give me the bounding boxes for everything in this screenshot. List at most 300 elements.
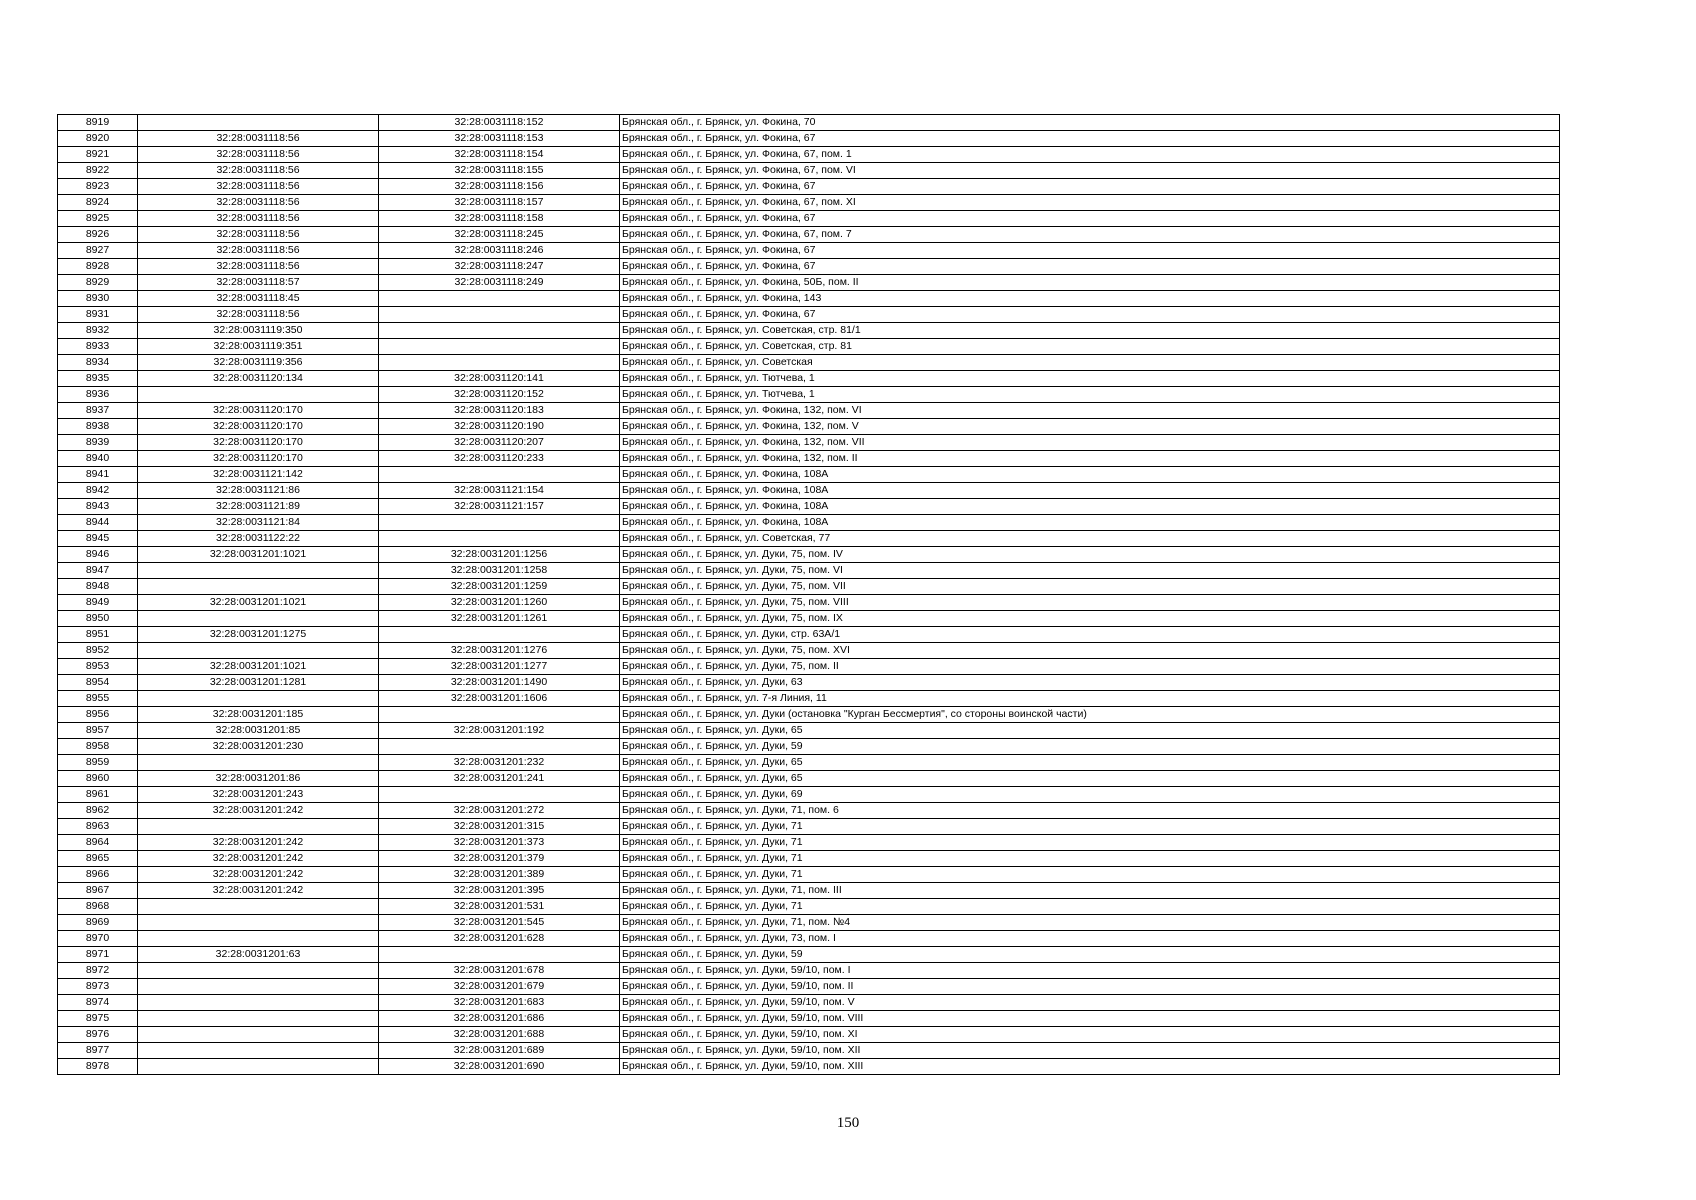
- cadastral-parent-cell: 32:28:0031120:134: [138, 371, 379, 387]
- cadastral-number-cell: 32:28:0031118:155: [379, 163, 620, 179]
- address-cell: Брянская обл., г. Брянск, ул. Фокина, 67: [620, 131, 1560, 147]
- row-number-cell: 8960: [58, 771, 138, 787]
- cadastral-parent-cell: 32:28:0031120:170: [138, 451, 379, 467]
- address-cell: Брянская обл., г. Брянск, ул. Дуки, 59/10, пом. XI: [620, 1027, 1560, 1043]
- cadastral-number-cell: [379, 627, 620, 643]
- address-cell: Брянская обл., г. Брянск, ул. Фокина, 67, пом. 7: [620, 227, 1560, 243]
- cadastral-number-cell: [379, 739, 620, 755]
- address-cell: Брянская обл., г. Брянск, ул. Дуки, 59/10, пом. I: [620, 963, 1560, 979]
- row-number-cell: 8940: [58, 451, 138, 467]
- cadastral-parent-cell: 32:28:0031118:56: [138, 307, 379, 323]
- row-number-cell: 8945: [58, 531, 138, 547]
- address-cell: Брянская обл., г. Брянск, ул. Дуки, 63: [620, 675, 1560, 691]
- row-number-cell: 8939: [58, 435, 138, 451]
- table-row: [58, 531, 1560, 547]
- cadastral-number-cell: [379, 531, 620, 547]
- cadastral-number-cell: [379, 323, 620, 339]
- address-cell: Брянская обл., г. Брянск, ул. Фокина, 108А: [620, 515, 1560, 531]
- cadastral-parent-cell: 32:28:0031201:242: [138, 835, 379, 851]
- address-cell: Брянская обл., г. Брянск, ул. Дуки, 59/10, пом. V: [620, 995, 1560, 1011]
- table-row: [58, 883, 1560, 899]
- address-cell: Брянская обл., г. Брянск, ул. Дуки, 71: [620, 851, 1560, 867]
- cadastral-number-cell: 32:28:0031118:152: [379, 115, 620, 131]
- address-cell: Брянская обл., г. Брянск, ул. Советская, стр. 81: [620, 339, 1560, 355]
- cadastral-number-cell: 32:28:0031120:183: [379, 403, 620, 419]
- address-cell: Брянская обл., г. Брянск, ул. Фокина, 67, пом. XI: [620, 195, 1560, 211]
- row-number-cell: 8950: [58, 611, 138, 627]
- row-number-cell: 8963: [58, 819, 138, 835]
- row-number-cell: 8948: [58, 579, 138, 595]
- cadastral-number-cell: 32:28:0031201:689: [379, 1043, 620, 1059]
- cadastral-number-cell: [379, 787, 620, 803]
- cadastral-number-cell: 32:28:0031201:1490: [379, 675, 620, 691]
- table-row: [58, 211, 1560, 227]
- address-cell: Брянская обл., г. Брянск, ул. Дуки, 71: [620, 899, 1560, 915]
- address-cell: Брянская обл., г. Брянск, ул. Фокина, 143: [620, 291, 1560, 307]
- table-row: [58, 483, 1560, 499]
- address-cell: Брянская обл., г. Брянск, ул. Дуки, 59/10, пом. II: [620, 979, 1560, 995]
- cadastral-number-cell: 32:28:0031201:1261: [379, 611, 620, 627]
- address-cell: Брянская обл., г. Брянск, ул. Фокина, 108А: [620, 467, 1560, 483]
- cadastral-number-cell: [379, 707, 620, 723]
- address-cell: Брянская обл., г. Брянск, ул. Дуки, 71: [620, 819, 1560, 835]
- row-number-cell: 8949: [58, 595, 138, 611]
- cadastral-parent-cell: 32:28:0031118:56: [138, 243, 379, 259]
- cadastral-parent-cell: 32:28:0031118:56: [138, 131, 379, 147]
- table-row: [58, 307, 1560, 323]
- cadastral-parent-cell: 32:28:0031201:242: [138, 803, 379, 819]
- table-row: [58, 611, 1560, 627]
- address-cell: Брянская обл., г. Брянск, ул. Фокина, 132, пом. V: [620, 419, 1560, 435]
- cadastral-parent-cell: 32:28:0031121:89: [138, 499, 379, 515]
- cadastral-number-cell: 32:28:0031201:679: [379, 979, 620, 995]
- table-row: [58, 387, 1560, 403]
- cadastral-parent-cell: [138, 691, 379, 707]
- cadastral-number-cell: 32:28:0031118:156: [379, 179, 620, 195]
- cadastral-number-cell: 32:28:0031118:157: [379, 195, 620, 211]
- table-row: [58, 627, 1560, 643]
- cadastral-number-cell: 32:28:0031118:154: [379, 147, 620, 163]
- cadastral-parent-cell: 32:28:0031118:56: [138, 163, 379, 179]
- cadastral-parent-cell: [138, 963, 379, 979]
- row-number-cell: 8959: [58, 755, 138, 771]
- address-cell: Брянская обл., г. Брянск, ул. Дуки, стр. 63А/1: [620, 627, 1560, 643]
- row-number-cell: 8951: [58, 627, 138, 643]
- row-number-cell: 8961: [58, 787, 138, 803]
- row-number-cell: 8925: [58, 211, 138, 227]
- table-row: [58, 371, 1560, 387]
- address-cell: Брянская обл., г. Брянск, ул. Дуки, 75, пом. XVI: [620, 643, 1560, 659]
- cadastral-parent-cell: 32:28:0031119:350: [138, 323, 379, 339]
- row-number-cell: 8962: [58, 803, 138, 819]
- table-row: [58, 851, 1560, 867]
- row-number-cell: 8958: [58, 739, 138, 755]
- address-cell: Брянская обл., г. Брянск, ул. Дуки, 75, пом. IV: [620, 547, 1560, 563]
- cadastral-number-cell: 32:28:0031201:1606: [379, 691, 620, 707]
- row-number-cell: 8964: [58, 835, 138, 851]
- cadastral-number-cell: 32:28:0031118:153: [379, 131, 620, 147]
- cadastral-parent-cell: 32:28:0031118:56: [138, 195, 379, 211]
- table-row: [58, 931, 1560, 947]
- address-cell: Брянская обл., г. Брянск, ул. Дуки, 75, пом. VII: [620, 579, 1560, 595]
- cadastral-number-cell: 32:28:0031201:690: [379, 1059, 620, 1075]
- cadastral-number-cell: 32:28:0031118:246: [379, 243, 620, 259]
- row-number-cell: 8969: [58, 915, 138, 931]
- table-row: [58, 163, 1560, 179]
- row-number-cell: 8926: [58, 227, 138, 243]
- cadastral-number-cell: 32:28:0031201:389: [379, 867, 620, 883]
- cadastral-number-cell: 32:28:0031120:207: [379, 435, 620, 451]
- cadastral-number-cell: 32:28:0031201:1258: [379, 563, 620, 579]
- address-cell: Брянская обл., г. Брянск, ул. Дуки, 75, пом. VIII: [620, 595, 1560, 611]
- cadastral-parent-cell: [138, 915, 379, 931]
- table-row: [58, 451, 1560, 467]
- address-cell: Брянская обл., г. Брянск, ул. Тютчева, 1: [620, 371, 1560, 387]
- table-row: [58, 403, 1560, 419]
- row-number-cell: 8919: [58, 115, 138, 131]
- cadastral-parent-cell: 32:28:0031201:242: [138, 851, 379, 867]
- row-number-cell: 8952: [58, 643, 138, 659]
- cadastral-number-cell: 32:28:0031201:315: [379, 819, 620, 835]
- row-number-cell: 8972: [58, 963, 138, 979]
- row-number-cell: 8938: [58, 419, 138, 435]
- cadastral-number-cell: 32:28:0031201:1256: [379, 547, 620, 563]
- cadastral-parent-cell: 32:28:0031120:170: [138, 419, 379, 435]
- cadastral-parent-cell: 32:28:0031119:351: [138, 339, 379, 355]
- table-row: [58, 803, 1560, 819]
- table-row: [58, 691, 1560, 707]
- address-cell: Брянская обл., г. Брянск, ул. Дуки, 73, пом. I: [620, 931, 1560, 947]
- cadastral-parent-cell: [138, 579, 379, 595]
- table-row: [58, 195, 1560, 211]
- table-row: [58, 595, 1560, 611]
- row-number-cell: 8933: [58, 339, 138, 355]
- table-row: [58, 419, 1560, 435]
- address-cell: Брянская обл., г. Брянск, ул. Дуки, 59: [620, 739, 1560, 755]
- address-cell: Брянская обл., г. Брянск, ул. Дуки, 59/10, пом. XII: [620, 1043, 1560, 1059]
- cadastral-parent-cell: [138, 563, 379, 579]
- cadastral-number-cell: 32:28:0031201:192: [379, 723, 620, 739]
- table-row: [58, 963, 1560, 979]
- address-cell: Брянская обл., г. Брянск, ул. Дуки, 59: [620, 947, 1560, 963]
- row-number-cell: 8921: [58, 147, 138, 163]
- address-cell: Брянская обл., г. Брянск, ул. Советская: [620, 355, 1560, 371]
- cadastral-number-cell: 32:28:0031118:158: [379, 211, 620, 227]
- row-number-cell: 8924: [58, 195, 138, 211]
- cadastral-number-cell: 32:28:0031121:154: [379, 483, 620, 499]
- row-number-cell: 8927: [58, 243, 138, 259]
- row-number-cell: 8955: [58, 691, 138, 707]
- row-number-cell: 8968: [58, 899, 138, 915]
- table-row: [58, 739, 1560, 755]
- cadastral-parent-cell: 32:28:0031121:84: [138, 515, 379, 531]
- address-cell: Брянская обл., г. Брянск, ул. Фокина, 67: [620, 243, 1560, 259]
- cadastral-parent-cell: [138, 995, 379, 1011]
- address-cell: Брянская обл., г. Брянск, ул. Тютчева, 1: [620, 387, 1560, 403]
- row-number-cell: 8967: [58, 883, 138, 899]
- cadastral-number-cell: 32:28:0031120:233: [379, 451, 620, 467]
- address-cell: Брянская обл., г. Брянск, ул. Фокина, 67: [620, 307, 1560, 323]
- row-number-cell: 8977: [58, 1043, 138, 1059]
- address-cell: Брянская обл., г. Брянск, ул. Дуки, 71, пом. III: [620, 883, 1560, 899]
- cadastral-parent-cell: [138, 819, 379, 835]
- table-row: [58, 1011, 1560, 1027]
- cadastral-parent-cell: [138, 1043, 379, 1059]
- cadastral-parent-cell: 32:28:0031118:56: [138, 227, 379, 243]
- table-row: [58, 291, 1560, 307]
- row-number-cell: 8954: [58, 675, 138, 691]
- table-row: [58, 275, 1560, 291]
- table-row: [58, 899, 1560, 915]
- address-cell: Брянская обл., г. Брянск, ул. Фокина, 70: [620, 115, 1560, 131]
- cadastral-number-cell: [379, 947, 620, 963]
- address-cell: Брянская обл., г. Брянск, ул. Советская, 77: [620, 531, 1560, 547]
- table-row: [58, 323, 1560, 339]
- table-row: [58, 707, 1560, 723]
- cadastral-number-cell: 32:28:0031201:1276: [379, 643, 620, 659]
- cadastral-parent-cell: 32:28:0031201:242: [138, 867, 379, 883]
- cadastral-parent-cell: 32:28:0031118:57: [138, 275, 379, 291]
- row-number-cell: 8965: [58, 851, 138, 867]
- table-row: [58, 179, 1560, 195]
- row-number-cell: 8930: [58, 291, 138, 307]
- cadastral-number-cell: 32:28:0031201:678: [379, 963, 620, 979]
- address-cell: Брянская обл., г. Брянск, ул. Дуки, 71, пом. №4: [620, 915, 1560, 931]
- table-row: [58, 339, 1560, 355]
- table-row: [58, 515, 1560, 531]
- cadastral-parent-cell: [138, 899, 379, 915]
- address-cell: Брянская обл., г. Брянск, ул. Фокина, 67: [620, 211, 1560, 227]
- row-number-cell: 8944: [58, 515, 138, 531]
- table-row: [58, 147, 1560, 163]
- cadastral-number-cell: 32:28:0031118:247: [379, 259, 620, 275]
- table-row: [58, 787, 1560, 803]
- table-row: [58, 547, 1560, 563]
- cadastral-number-cell: 32:28:0031201:531: [379, 899, 620, 915]
- cadastral-parent-cell: 32:28:0031201:242: [138, 883, 379, 899]
- table-row: [58, 755, 1560, 771]
- table-row: [58, 675, 1560, 691]
- address-cell: Брянская обл., г. Брянск, ул. Дуки, 65: [620, 723, 1560, 739]
- table-row: [58, 1027, 1560, 1043]
- cadastral-number-cell: 32:28:0031201:1277: [379, 659, 620, 675]
- cadastral-parent-cell: [138, 387, 379, 403]
- table-row: [58, 1059, 1560, 1075]
- cadastral-number-cell: 32:28:0031201:683: [379, 995, 620, 1011]
- row-number-cell: 8971: [58, 947, 138, 963]
- table-row: [58, 131, 1560, 147]
- address-cell: Брянская обл., г. Брянск, ул. Фокина, 132, пом. VII: [620, 435, 1560, 451]
- address-cell: Брянская обл., г. Брянск, ул. Дуки, 59/10, пом. XIII: [620, 1059, 1560, 1075]
- address-cell: Брянская обл., г. Брянск, ул. Фокина, 67, пом. VI: [620, 163, 1560, 179]
- table-row: [58, 563, 1560, 579]
- cadastral-parent-cell: 32:28:0031201:1021: [138, 659, 379, 675]
- row-number-cell: 8970: [58, 931, 138, 947]
- row-number-cell: 8936: [58, 387, 138, 403]
- cadastral-parent-cell: 32:28:0031201:86: [138, 771, 379, 787]
- address-cell: Брянская обл., г. Брянск, ул. Дуки, 71: [620, 835, 1560, 851]
- cadastral-parent-cell: 32:28:0031201:185: [138, 707, 379, 723]
- cadastral-parent-cell: 32:28:0031120:170: [138, 435, 379, 451]
- cadastral-number-cell: [379, 515, 620, 531]
- row-number-cell: 8956: [58, 707, 138, 723]
- registry-table: [57, 114, 1560, 1075]
- cadastral-number-cell: 32:28:0031201:272: [379, 803, 620, 819]
- cadastral-number-cell: 32:28:0031121:157: [379, 499, 620, 515]
- cadastral-parent-cell: 32:28:0031120:170: [138, 403, 379, 419]
- table-row: [58, 643, 1560, 659]
- table-row: [58, 659, 1560, 675]
- address-cell: Брянская обл., г. Брянск, ул. Фокина, 108А: [620, 483, 1560, 499]
- table-row: [58, 867, 1560, 883]
- row-number-cell: 8978: [58, 1059, 138, 1075]
- row-number-cell: 8934: [58, 355, 138, 371]
- cadastral-parent-cell: 32:28:0031121:142: [138, 467, 379, 483]
- cadastral-parent-cell: 32:28:0031118:56: [138, 259, 379, 275]
- table-row: [58, 355, 1560, 371]
- cadastral-number-cell: 32:28:0031120:141: [379, 371, 620, 387]
- row-number-cell: 8973: [58, 979, 138, 995]
- cadastral-parent-cell: 32:28:0031118:56: [138, 211, 379, 227]
- cadastral-number-cell: 32:28:0031201:1259: [379, 579, 620, 595]
- cadastral-parent-cell: 32:28:0031119:356: [138, 355, 379, 371]
- cadastral-parent-cell: [138, 755, 379, 771]
- cadastral-number-cell: [379, 291, 620, 307]
- address-cell: Брянская обл., г. Брянск, ул. Дуки, 75, пом. II: [620, 659, 1560, 675]
- address-cell: Брянская обл., г. Брянск, ул. Фокина, 67: [620, 179, 1560, 195]
- row-number-cell: 8957: [58, 723, 138, 739]
- table-row: [58, 995, 1560, 1011]
- table-row: [58, 579, 1560, 595]
- cadastral-number-cell: 32:28:0031118:249: [379, 275, 620, 291]
- table-row: [58, 915, 1560, 931]
- cadastral-number-cell: [379, 467, 620, 483]
- cadastral-parent-cell: [138, 1059, 379, 1075]
- cadastral-number-cell: [379, 307, 620, 323]
- row-number-cell: 8953: [58, 659, 138, 675]
- cadastral-parent-cell: [138, 1011, 379, 1027]
- address-cell: Брянская обл., г. Брянск, ул. Фокина, 67: [620, 259, 1560, 275]
- cadastral-number-cell: [379, 355, 620, 371]
- cadastral-parent-cell: 32:28:0031201:1021: [138, 547, 379, 563]
- table-row: [58, 771, 1560, 787]
- address-cell: Брянская обл., г. Брянск, ул. Советская, стр. 81/1: [620, 323, 1560, 339]
- cadastral-number-cell: 32:28:0031201:545: [379, 915, 620, 931]
- row-number-cell: 8947: [58, 563, 138, 579]
- cadastral-parent-cell: [138, 611, 379, 627]
- address-cell: Брянская обл., г. Брянск, ул. Дуки, 65: [620, 771, 1560, 787]
- row-number-cell: 8975: [58, 1011, 138, 1027]
- cadastral-parent-cell: 32:28:0031118:56: [138, 179, 379, 195]
- table-row: [58, 1043, 1560, 1059]
- address-cell: Брянская обл., г. Брянск, ул. Дуки, 71, пом. 6: [620, 803, 1560, 819]
- row-number-cell: 8920: [58, 131, 138, 147]
- cadastral-parent-cell: 32:28:0031201:1281: [138, 675, 379, 691]
- cadastral-number-cell: 32:28:0031201:232: [379, 755, 620, 771]
- cadastral-parent-cell: 32:28:0031118:45: [138, 291, 379, 307]
- cadastral-number-cell: 32:28:0031201:373: [379, 835, 620, 851]
- page-number: 150: [836, 1115, 860, 1131]
- address-cell: Брянская обл., г. Брянск, ул. Фокина, 132, пом. II: [620, 451, 1560, 467]
- row-number-cell: 8935: [58, 371, 138, 387]
- cadastral-number-cell: 32:28:0031120:190: [379, 419, 620, 435]
- address-cell: Брянская обл., г. Брянск, ул. Фокина, 67, пом. 1: [620, 147, 1560, 163]
- address-cell: Брянская обл., г. Брянск, ул. Дуки, 75, пом. IX: [620, 611, 1560, 627]
- address-cell: Брянская обл., г. Брянск, ул. Фокина, 108А: [620, 499, 1560, 515]
- cadastral-number-cell: 32:28:0031120:152: [379, 387, 620, 403]
- address-cell: Брянская обл., г. Брянск, ул. Дуки, 65: [620, 755, 1560, 771]
- row-number-cell: 8943: [58, 499, 138, 515]
- cadastral-parent-cell: 32:28:0031201:230: [138, 739, 379, 755]
- cadastral-parent-cell: [138, 115, 379, 131]
- table-row: [58, 467, 1560, 483]
- cadastral-number-cell: 32:28:0031201:395: [379, 883, 620, 899]
- table-row: [58, 947, 1560, 963]
- row-number-cell: 8929: [58, 275, 138, 291]
- cadastral-number-cell: 32:28:0031201:241: [379, 771, 620, 787]
- cadastral-number-cell: 32:28:0031201:1260: [379, 595, 620, 611]
- cadastral-parent-cell: [138, 931, 379, 947]
- table-row: [58, 819, 1560, 835]
- cadastral-parent-cell: 32:28:0031201:243: [138, 787, 379, 803]
- address-cell: Брянская обл., г. Брянск, ул. 7-я Линия, 11: [620, 691, 1560, 707]
- cadastral-parent-cell: 32:28:0031201:1021: [138, 595, 379, 611]
- address-cell: Брянская обл., г. Брянск, ул. Дуки, 69: [620, 787, 1560, 803]
- row-number-cell: 8974: [58, 995, 138, 1011]
- table-row: [58, 227, 1560, 243]
- row-number-cell: 8941: [58, 467, 138, 483]
- row-number-cell: 8931: [58, 307, 138, 323]
- address-cell: Брянская обл., г. Брянск, ул. Дуки, 59/10, пом. VIII: [620, 1011, 1560, 1027]
- address-cell: Брянская обл., г. Брянск, ул. Фокина, 50Б, пом. II: [620, 275, 1560, 291]
- table-row: [58, 979, 1560, 995]
- cadastral-parent-cell: [138, 979, 379, 995]
- address-cell: Брянская обл., г. Брянск, ул. Дуки (остановка "Курган Бессмертия", со стороны воинской части): [620, 707, 1560, 723]
- cadastral-number-cell: 32:28:0031201:379: [379, 851, 620, 867]
- cadastral-number-cell: [379, 339, 620, 355]
- cadastral-parent-cell: 32:28:0031122:22: [138, 531, 379, 547]
- cadastral-parent-cell: 32:28:0031201:1275: [138, 627, 379, 643]
- table-body: [58, 115, 1560, 1075]
- row-number-cell: 8932: [58, 323, 138, 339]
- row-number-cell: 8976: [58, 1027, 138, 1043]
- row-number-cell: 8942: [58, 483, 138, 499]
- table-row: [58, 435, 1560, 451]
- cadastral-number-cell: 32:28:0031201:688: [379, 1027, 620, 1043]
- address-cell: Брянская обл., г. Брянск, ул. Дуки, 71: [620, 867, 1560, 883]
- row-number-cell: 8946: [58, 547, 138, 563]
- cadastral-parent-cell: 32:28:0031121:86: [138, 483, 379, 499]
- cadastral-number-cell: 32:28:0031201:686: [379, 1011, 620, 1027]
- cadastral-parent-cell: 32:28:0031118:56: [138, 147, 379, 163]
- table-row: [58, 243, 1560, 259]
- cadastral-number-cell: 32:28:0031201:628: [379, 931, 620, 947]
- address-cell: Брянская обл., г. Брянск, ул. Дуки, 75, пом. VI: [620, 563, 1560, 579]
- row-number-cell: 8928: [58, 259, 138, 275]
- cadastral-parent-cell: 32:28:0031201:63: [138, 947, 379, 963]
- table-row: [58, 115, 1560, 131]
- table-row: [58, 259, 1560, 275]
- table-row: [58, 499, 1560, 515]
- row-number-cell: 8966: [58, 867, 138, 883]
- cadastral-parent-cell: 32:28:0031201:85: [138, 723, 379, 739]
- row-number-cell: 8923: [58, 179, 138, 195]
- cadastral-number-cell: 32:28:0031118:245: [379, 227, 620, 243]
- cadastral-parent-cell: [138, 1027, 379, 1043]
- cadastral-parent-cell: [138, 643, 379, 659]
- row-number-cell: 8937: [58, 403, 138, 419]
- table-row: [58, 723, 1560, 739]
